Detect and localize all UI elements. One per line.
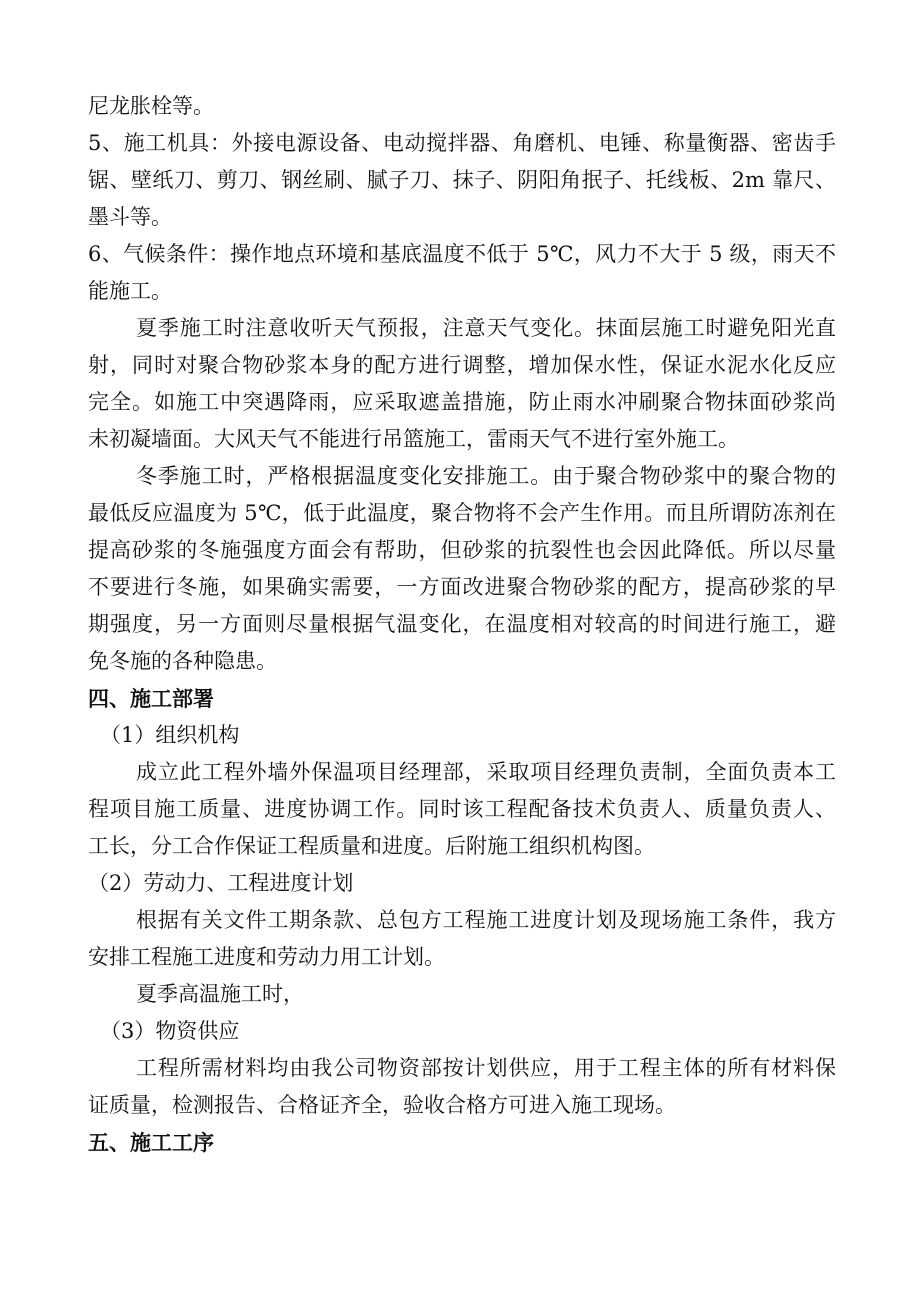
text-line: 免冬施的各种隐患。: [88, 649, 277, 673]
document-page: [88, 88, 836, 1161]
text-line: 根据有关文件工期条款、总包方工程施工进度计划及现场施工条件，我方: [136, 908, 836, 932]
text-line: 冬季施工时，严格根据温度变化安排施工。由于聚合物砂浆中的聚合物的: [136, 464, 836, 488]
text-line: 程项目施工质量、进度协调工作。同时该工程配备技术负责人、质量负责人、: [88, 797, 836, 821]
text-line: 完全。如施工中突遇降雨，应采取遮盖措施，防止雨水冲刷聚合物抹面砂浆尚: [88, 390, 836, 414]
text-line: 6、气候条件：操作地点环境和基底温度不低于 5℃，风力不大于 5 级，雨天不: [88, 242, 836, 266]
text-line: 工长，分工合作保证工程质量和进度。后附施工组织机构图。: [88, 834, 655, 858]
text-line: 安排工程施工进度和劳动力用工计划。: [88, 945, 445, 969]
text-line: 锯、壁纸刀、剪刀、钢丝刷、腻子刀、抹子、阴阳角抿子、托线板、2m 靠尺、: [88, 168, 836, 192]
text-line: 尼龙胀栓等。: [88, 94, 214, 118]
text-line: 最低反应温度为 5℃，低于此温度，聚合物将不会产生作用。而且所谓防冻剂在: [88, 501, 836, 525]
text-line: 未初凝墙面。大风天气不能进行吊篮施工，雷雨天气不进行室外施工。: [88, 427, 739, 451]
text-line: 5、施工机具：外接电源设备、电动搅拌器、角磨机、电锤、称量衡器、密齿手: [88, 131, 836, 155]
text-line: 射，同时对聚合物砂浆本身的配方进行调整，增加保水性，保证水泥水化反应: [88, 353, 836, 377]
subsection-heading: （3）物资供应: [100, 1019, 240, 1043]
text-line: 夏季施工时注意收听天气预报，注意天气变化。抹面层施工时避免阳光直: [136, 316, 836, 340]
text-line: 成立此工程外墙外保温项目经理部，采取项目经理负责制，全面负责本工: [136, 760, 836, 784]
text-line: 证质量，检测报告、合格证齐全，验收合格方可进入施工现场。: [88, 1093, 676, 1117]
text-line: 不要进行冬施，如果确实需要，一方面改进聚合物砂浆的配方，提高砂浆的早: [88, 575, 836, 599]
text-line: 夏季高温施工时，: [136, 982, 304, 1006]
text-line: 能施工。: [88, 279, 172, 303]
subsection-heading: （1）组织机构: [100, 723, 240, 747]
text-line: 工程所需材料均由我公司物资部按计划供应，用于工程主体的所有材料保: [136, 1056, 836, 1080]
text-line: 墨斗等。: [88, 205, 172, 229]
text-line: 期强度，另一方面则尽量根据气温变化，在温度相对较高的时间进行施工，避: [88, 612, 836, 636]
section-heading: 四、施工部署: [88, 686, 214, 711]
section-heading: 五、施工工序: [88, 1130, 214, 1155]
subsection-heading: （2）劳动力、工程进度计划: [88, 871, 354, 895]
text-line: 提高砂浆的冬施强度方面会有帮助，但砂浆的抗裂性也会因此降低。所以尽量: [88, 538, 836, 562]
